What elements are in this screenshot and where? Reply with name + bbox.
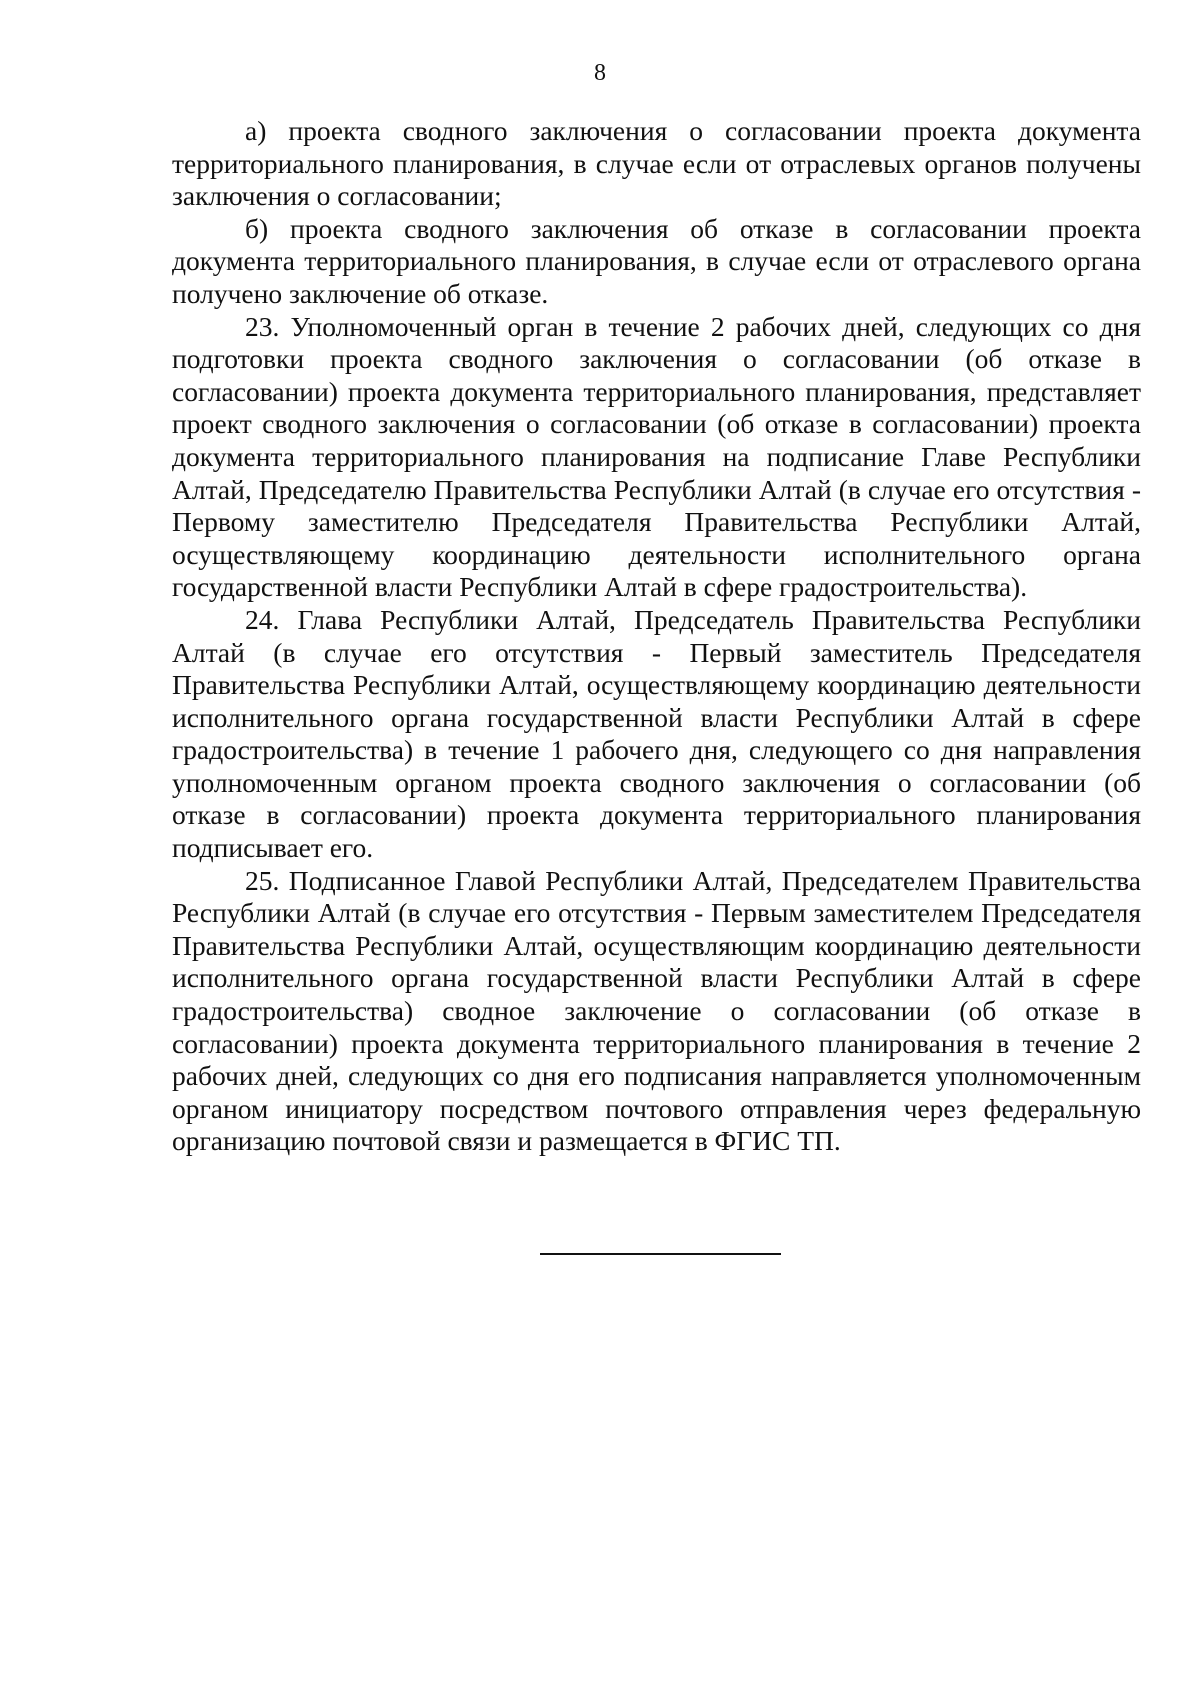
paragraph-a-consolidated-approval: а) проекта сводного заключения о согласовании проекта документа территориального планирования, в случае если от отраслевых органов получены заключения о согласовании; <box>172 115 1141 212</box>
paragraph-25-dispatch-and-publication: 25. Подписанное Главой Республики Алтай, Председателем Правительства Республики Алтай (в случае его отсутствия - Первым заместителем Председателя Правительства Республики Алтай, осуществляющим координацию деятельности исполнительного органа государственной власти Республики Алтай в сфере градостроительства) сводное заключение о согласовании (об отказе в согласовании) проекта документа территориального планирования в течение 2 рабочих дней, следующих со дня его подписания направляется уполномоченным органом инициатору посредством почтового отправления через федеральную организацию почтовой связи и размещается в ФГИС ТП. <box>172 864 1141 1157</box>
page-number: 8 <box>594 60 606 86</box>
end-of-document-divider <box>540 1253 781 1255</box>
paragraph-23-submission-for-signature: 23. Уполномоченный орган в течение 2 рабочих дней, следующих со дня подготовки проекта сводного заключения о согласовании (об отказе в согласовании) проекта документа территориального планирования, представляет проект сводного заключения о согласовании (об отказе в согласовании) проекта документа территориального планирования на подписание Главе Республики Алтай, Председателю Правительства Республики Алтай (в случае его отсутствия - Первому заместителю Председателя Правительства Республики Алтай, осуществляющему координацию деятельности исполнительного органа государственной власти Республики Алтай в сфере градостроительства). <box>172 310 1141 603</box>
paragraph-b-consolidated-refusal: б) проекта сводного заключения об отказе в согласовании проекта документа территориального планирования, в случае если от отраслевого органа получено заключение об отказе. <box>172 212 1141 309</box>
paragraph-24-signing: 24. Глава Республики Алтай, Председатель Правительства Республики Алтай (в случае его отсутствия - Первый заместитель Председателя Правительства Республики Алтай, осуществляющему координацию деятельности исполнительного органа государственной власти Республики Алтай в сфере градостроительства) в течение 1 рабочего дня, следующего со дня направления уполномоченным органом проекта сводного заключения о согласовании (об отказе в согласовании) проекта документа территориального планирования подписывает его. <box>172 603 1141 864</box>
document-body <box>172 115 1141 1158</box>
